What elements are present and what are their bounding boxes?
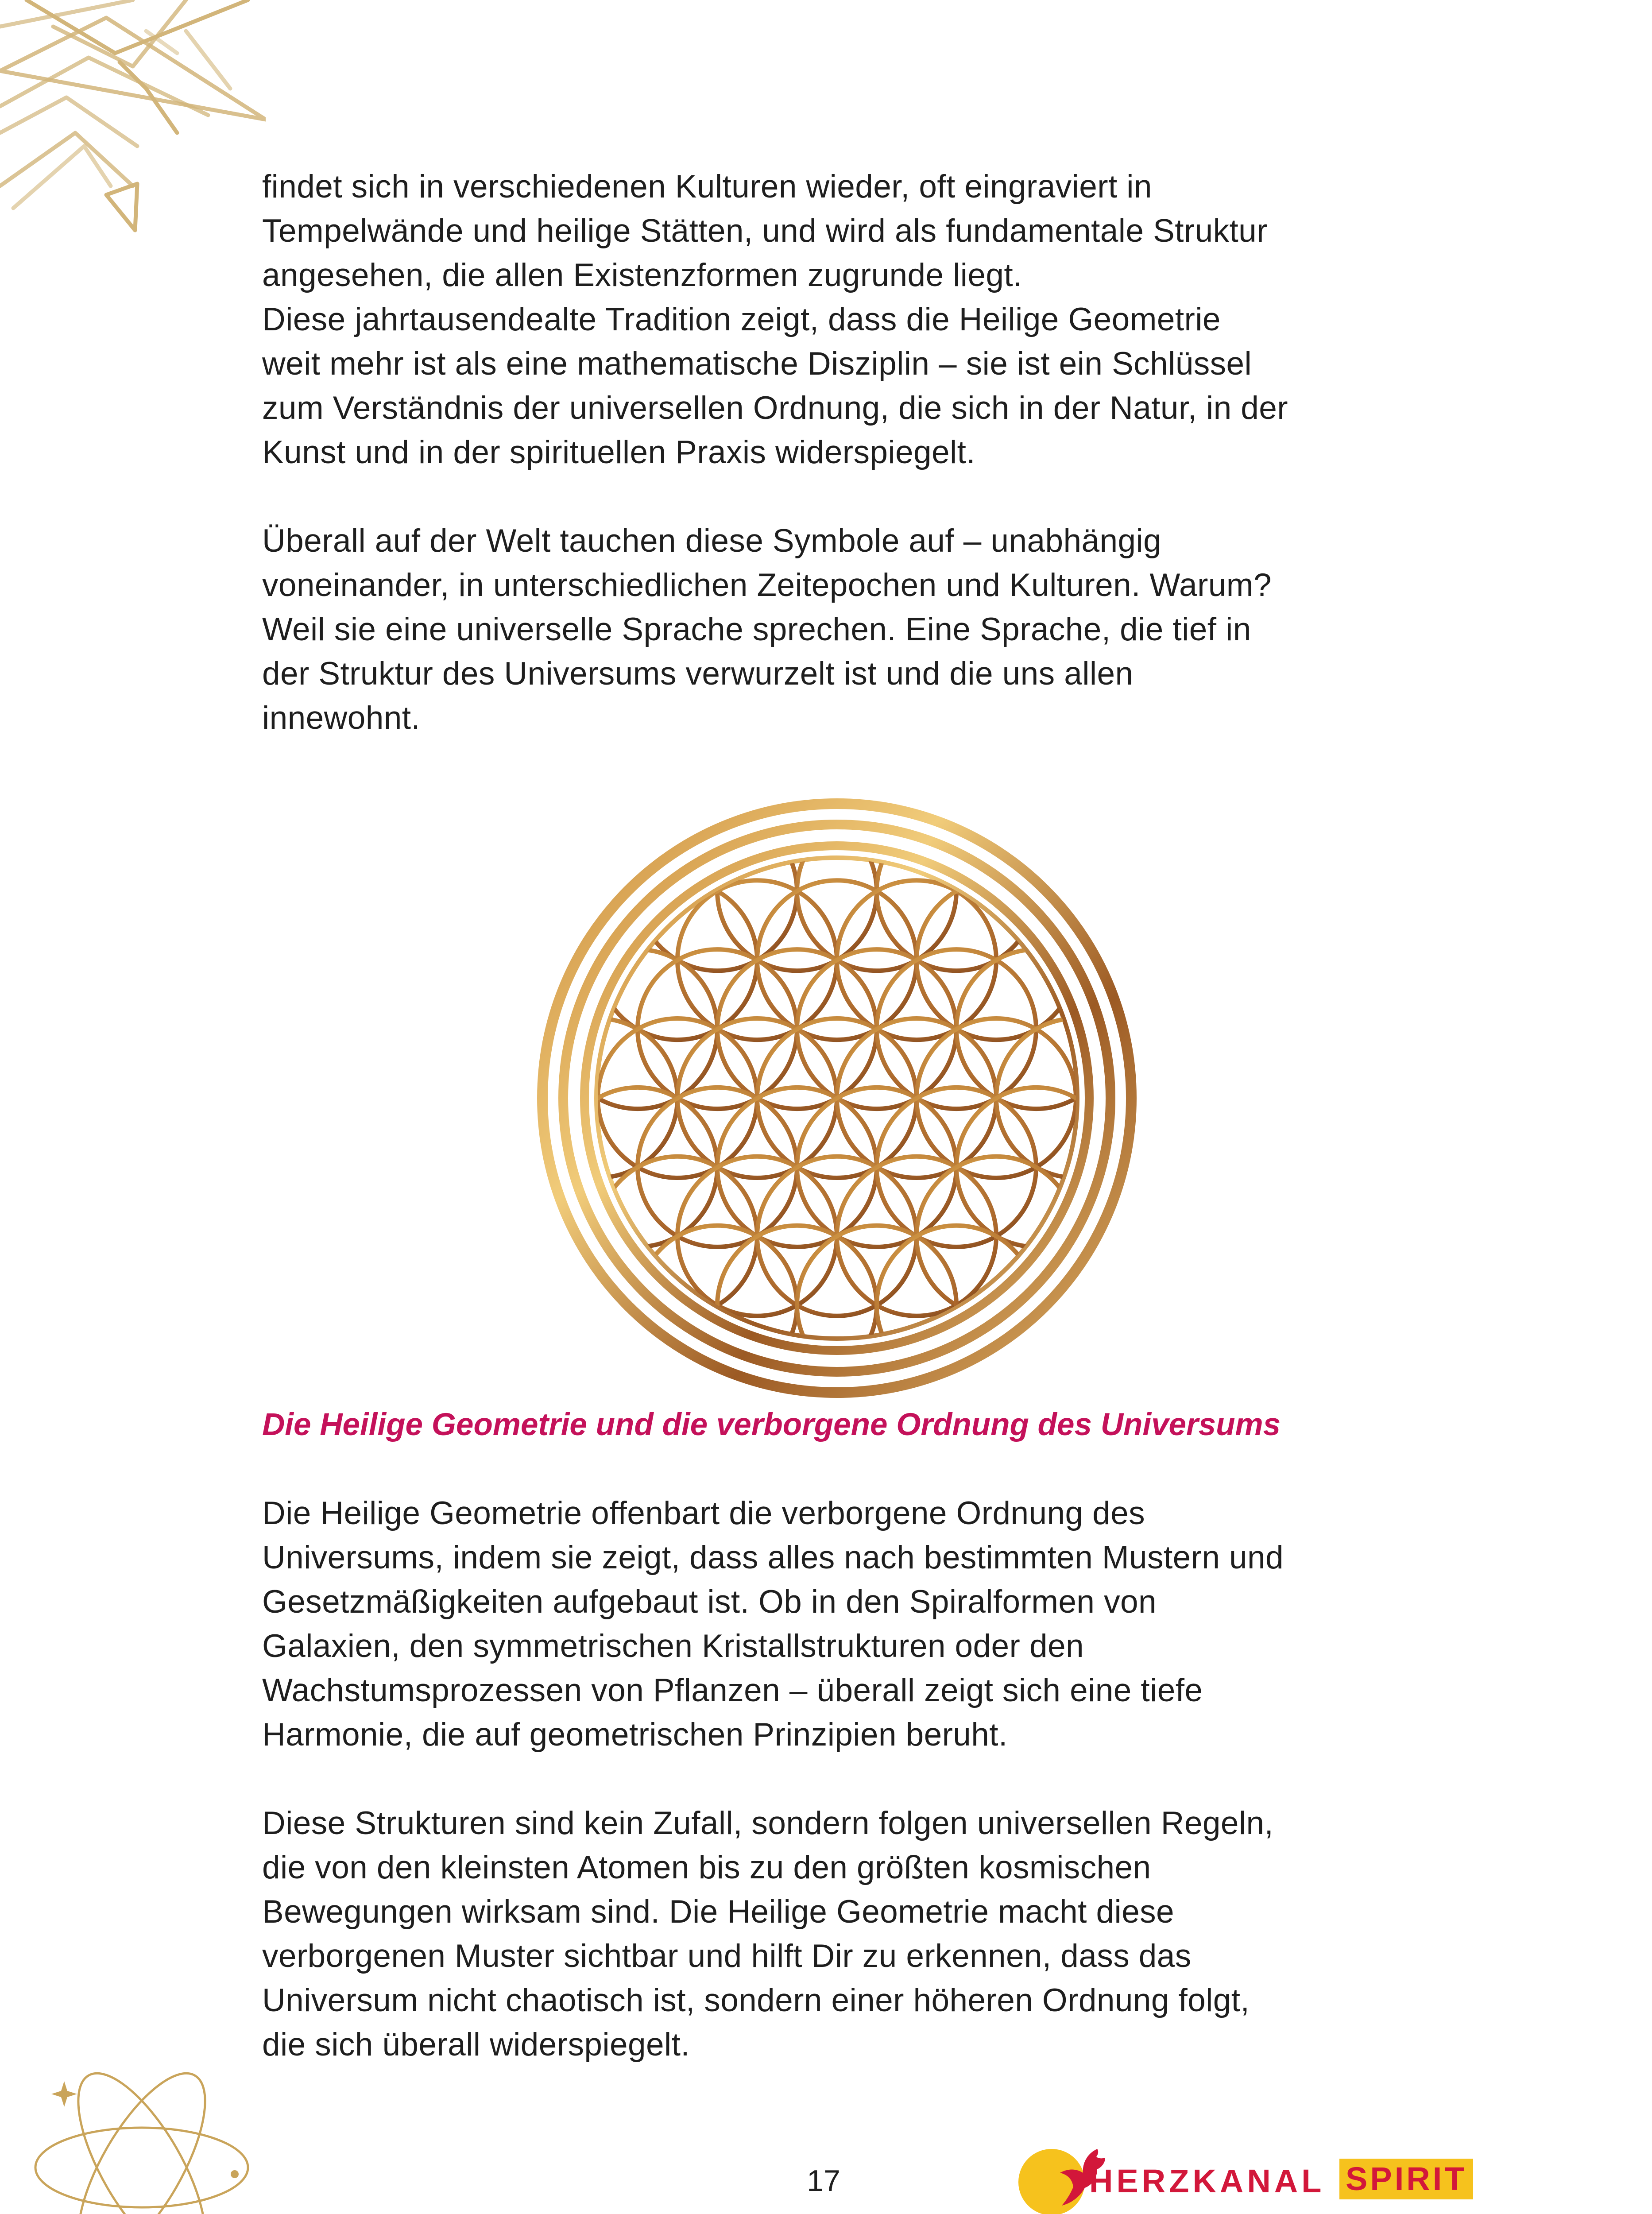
text-line: Gesetzmäßigkeiten aufgebaut ist. Ob in den Spiralformen von [262, 1584, 1157, 1620]
page-number: 17 [807, 2164, 840, 2198]
text-line: Harmonie, die auf geometrischen Prinzipien beruht. [262, 1717, 1008, 1753]
intro-paragraph [262, 165, 1404, 475]
herzkanal-spirit-logo [1018, 2145, 1488, 2212]
logo-text-herzkanal: HERZKANAL [1089, 2163, 1325, 2199]
text-line: Überall auf der Welt tauchen diese Symbole auf – unabhängig [262, 523, 1162, 559]
logo-text-spirit: SPIRIT [1339, 2159, 1473, 2199]
flower-of-life-image [531, 793, 1142, 1404]
text-line: voneinander, in unterschiedlichen Zeitepochen und Kulturen. Warum? [262, 567, 1272, 603]
symbols-paragraph [262, 519, 1404, 740]
text-line: Diese jahrtausendealte Tradition zeigt, dass die Heilige Geometrie [262, 302, 1221, 337]
text-line: verborgenen Muster sichtbar und hilft Dir zu erkennen, dass das [262, 1938, 1192, 1974]
text-line: Die Heilige Geometrie offenbart die verborgene Ordnung des [262, 1495, 1145, 1531]
text-line: Wachstumsprozessen von Pflanzen – überall zeigt sich eine tiefe [262, 1672, 1203, 1708]
text-line: die sich überall widerspiegelt. [262, 2027, 690, 2063]
text-line: Universum nicht chaotisch ist, sondern einer höheren Ordnung folgt, [262, 1982, 1250, 2018]
text-line: der Struktur des Universums verwurzelt ist und die uns allen [262, 656, 1134, 692]
text-line: innewohnt. [262, 700, 421, 736]
text-line: Diese Strukturen sind kein Zufall, sondern folgen universellen Regeln, [262, 1805, 1274, 1841]
text-line: zum Verständnis der universellen Ordnung, die sich in der Natur, in der [262, 390, 1288, 426]
section-heading: Die Heilige Geometrie und die verborgene Ordnung des Universums [262, 1407, 1281, 1442]
text-line: die von den kleinsten Atomen bis zu den größten kosmischen [262, 1850, 1151, 1885]
atom-orbit-icon [27, 2063, 257, 2214]
text-line: findet sich in verschiedenen Kulturen wieder, oft eingraviert in [262, 169, 1152, 205]
text-line: Kunst und in der spirituellen Praxis widerspiegelt. [262, 434, 976, 470]
text-line: Bewegungen wirksam sind. Die Heilige Geometrie macht diese [262, 1894, 1175, 1930]
text-line: Universums, indem sie zeigt, dass alles nach bestimmten Mustern und [262, 1540, 1284, 1575]
text-line: Weil sie eine universelle Sprache sprechen. Eine Sprache, die tief in [262, 612, 1251, 647]
text-line: Tempelwände und heilige Stätten, und wird als fundamentale Struktur [262, 213, 1268, 249]
order-paragraph [262, 1491, 1404, 2067]
text-line: weit mehr ist als eine mathematische Disziplin – sie ist ein Schlüssel [262, 346, 1252, 382]
text-line: angesehen, die allen Existenzformen zugrunde liegt. [262, 257, 1022, 293]
gold-triangles-decoration [0, 0, 266, 248]
text-line: Galaxien, den symmetrischen Kristallstrukturen oder den [262, 1628, 1084, 1664]
